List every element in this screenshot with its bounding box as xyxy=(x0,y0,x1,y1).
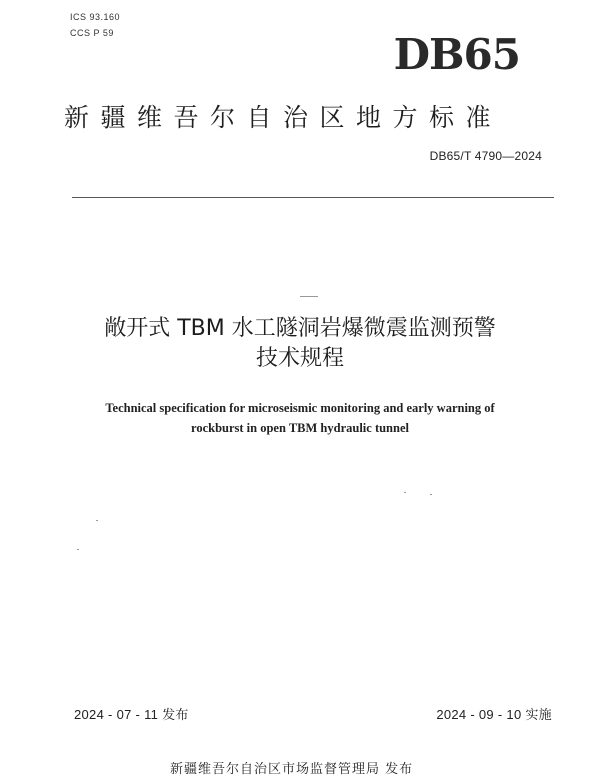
scan-mark xyxy=(430,494,432,495)
ccs-code: CCS P 59 xyxy=(70,28,114,38)
chinese-title-line-2: 技术规程 xyxy=(255,346,344,371)
chinese-title-line-1: 敞开式 TBM 水工隧洞岩爆微震监测预警 xyxy=(104,316,496,341)
english-title-line-2: rockburst in open TBM hydraulic tunnel xyxy=(191,421,409,435)
header-divider xyxy=(72,197,554,198)
org-title: 新疆维吾尔自治区地方标准 xyxy=(64,103,503,132)
standard-number: DB65/T 4790—2024 xyxy=(429,149,542,163)
scan-mark xyxy=(404,492,406,493)
db65-logo: DB65 xyxy=(393,30,520,79)
implementation-date: 2024 - 09 - 10 实施 xyxy=(436,707,552,722)
publisher: 新疆维吾尔自治区市场监督管理局 发布 xyxy=(170,762,414,777)
scan-mark xyxy=(96,520,98,521)
issue-date: 2024 - 07 - 11 发布 xyxy=(74,707,189,722)
scan-mark xyxy=(77,549,79,550)
english-title xyxy=(60,398,540,438)
scan-mark xyxy=(300,296,318,297)
ics-code: ICS 93.160 xyxy=(70,12,121,22)
chinese-title xyxy=(60,314,540,374)
english-title-line-1: Technical specification for microseismic monitoring and early warning of xyxy=(105,401,495,415)
